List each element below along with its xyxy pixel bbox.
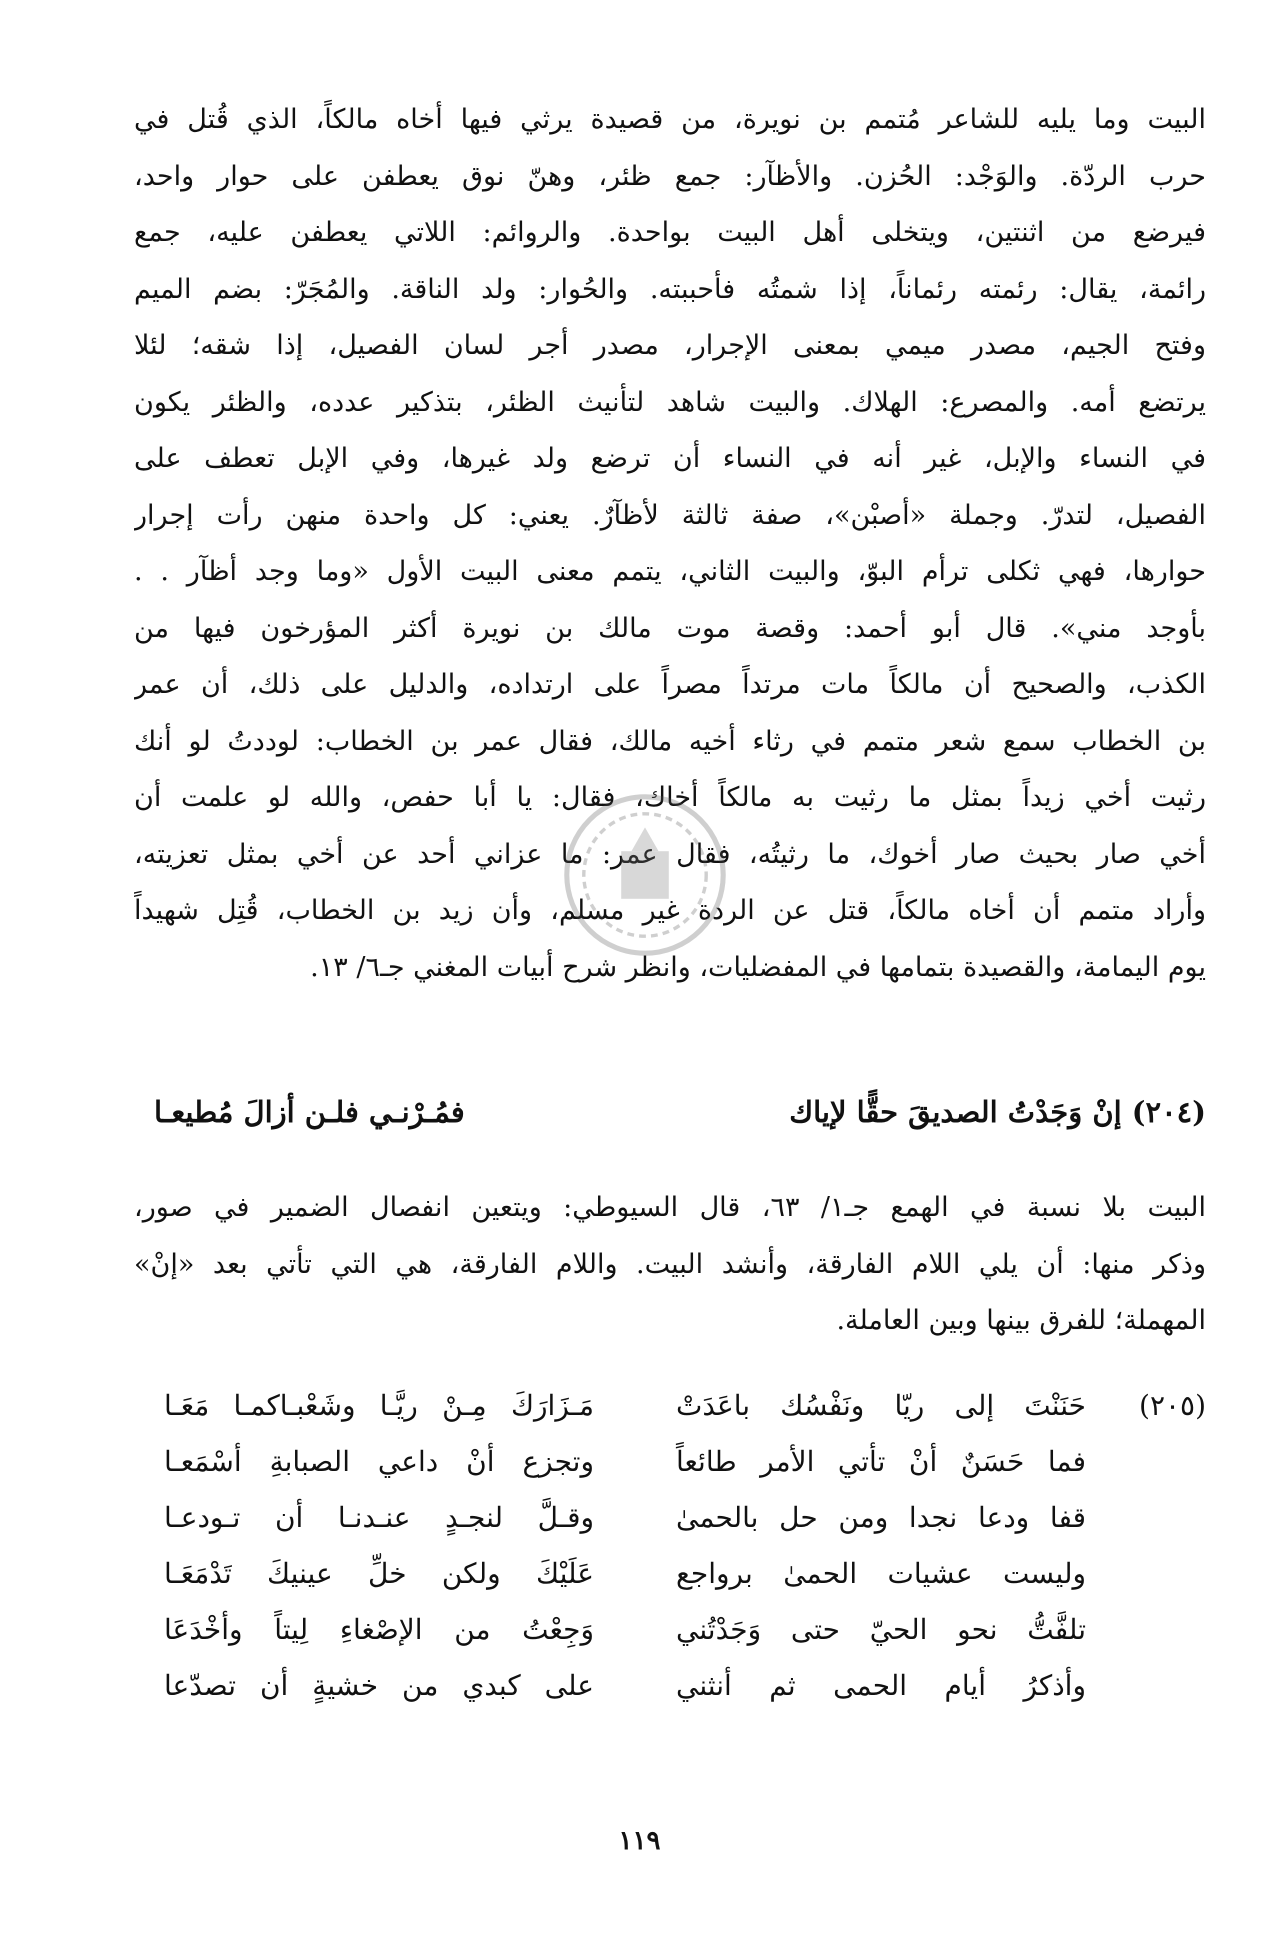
poem-first-hemistich: حَنَنْتَ إلى ريّا ونَفْسُك باعَدَتْ (676, 1389, 1086, 1422)
poem-first-hemistich: وليست عشيات الحمىٰ برواجع (676, 1557, 1086, 1590)
poem-line (134, 1490, 1206, 1546)
text-line: حوارها، فهي ثكلى ترأم البوّ، والبيت الثاني، يتمم معنى البيت الأول «وما وجد أظآر . . (134, 556, 1206, 587)
poem-second-hemistich: عَلَيْكَ ولكن خلِّ عينيكَ تَدْمَعَـا (164, 1557, 594, 1590)
text-line: في النساء والإبل، غير أنه في النساء أن ترضع ولد غيرها، وفي الإبل تعطف على (134, 443, 1206, 474)
poem-second-hemistich: مَـزَارَكَ مِـنْ ريَّـا وشَعْبـاكمـا مَعَـا (164, 1389, 594, 1422)
page-number: ١١٩ (618, 1826, 661, 1856)
poem-second-hemistich: وَجِعْتُ من الإصْغاءِ لِيتاً وأخْدَعَا (164, 1613, 594, 1646)
text-line: بن الخطاب سمع شعر متمم في رثاء أخيه مالك، فقال عمر بن الخطاب: لوددتُ لو أنك (134, 725, 1206, 757)
commentary-paragraph-2 (134, 1180, 1206, 1350)
text-line: رائمة، يقال: رئمته رئماناً، إذا شمتُه فأحببته. والحُوار: ولد الناقة. والمُجَرّ: بضم الميم (134, 273, 1206, 305)
text-line: الفصيل، لتدرّ. وجملة «أصبْن»، صفة ثالثة لأظآرٌ. يعني: كل واحدة منهن رأت إجرار (134, 499, 1206, 531)
text-line: أخي صار بحيث صار أخوك، ما رثيتُه، فقال عمر: ما عزاني أحد عن أخي بمثل تعزيته، (134, 838, 1206, 870)
text-line: وفتح الجيم، مصدر ميمي بمعنى الإجرار، مصدر أجر لسان الفصيل، إذا شقه؛ لئلا (134, 330, 1206, 361)
text-line: يوم اليمامة، والقصيدة بتمامها في المفضليات، وانظر شرح أبيات المغني جـ٦/ ١٣. (310, 951, 1206, 983)
text-line: وأراد متمم أن أخاه مالكاً، قتل عن الردة غير مسلم، وأن زيد بن الخطاب، قُتِل شهيداً (134, 895, 1206, 926)
poem-first-hemistich: قفا ودعا نجدا ومن حل بالحمىٰ (676, 1501, 1086, 1534)
poem-first-hemistich: فما حَسَنٌ أنْ تأتي الأمر طائعاً (676, 1445, 1086, 1478)
text-line: رثيت أخي زيداً بمثل ما رثيت به مالكاً أخاك، فقال: يا أبا حفص، والله لو علمت أن (134, 782, 1206, 813)
text-line: الكذب، والصحيح أن مالكاً مات مرتداً مصراً على ارتداده، والدليل على ذلك، أن عمر (134, 669, 1206, 700)
verse-204 (134, 1082, 1206, 1142)
verse-hemistich-text: إنْ وَجَدْتُ الصديقَ حقًّا لإياك (789, 1095, 1122, 1129)
poem-line (134, 1434, 1206, 1490)
library-seal-watermark (560, 790, 730, 960)
poem-first-hemistich: تلفَّتُّ نحو الحيّ حتى وَجَدْتُني (676, 1613, 1086, 1646)
text-line: البيت وما يليه للشاعر مُتمم بن نويرة، من قصيدة يرثي فيها أخاه مالكاً، الذي قُتل في (134, 104, 1206, 135)
text-line: بأوجد مني». قال أبو أحمد: وقصة موت مالك بن نويرة أكثر المؤرخون فيها من (134, 612, 1206, 644)
text-line: وذكر منها: أن يلي اللام الفارقة، وأنشد البيت. واللام الفارقة، هي التي تأتي بعد «إنْ» (134, 1248, 1206, 1280)
text-line: فيرضع من اثنتين، ويتخلى أهل البيت بواحدة. والروائم: اللاتي يعطفن عليه، جمع (134, 217, 1206, 248)
text-line: حرب الردّة. والوَجْد: الحُزن. والأظآر: جمع ظئر، وهنّ نوق يعطفن على حوار واحد، (134, 160, 1206, 192)
text-line: يرتضع أمه. والمصرع: الهلاك. والبيت شاهد لتأنيث الظئر، بتذكير عدده، والظئر يكون (134, 386, 1206, 418)
poem-second-hemistich: وتجزع أنْ داعي الصبابةِ أسْمَعـا (164, 1445, 594, 1478)
poem-second-hemistich: على كبدي من خشيةٍ أن تصدّعا (164, 1669, 594, 1702)
poem-205 (134, 1378, 1206, 1714)
poem-line (134, 1602, 1206, 1658)
verse-number: (٢٠٥) (1139, 1389, 1206, 1422)
poem-first-hemistich: وأذكرُ أيام الحمى ثم أنثني (676, 1669, 1086, 1702)
poem-second-hemistich: وقـلَّ لنجـدٍ عنـدنـا أن تـودعـا (164, 1501, 594, 1534)
poem-line (134, 1546, 1206, 1602)
verse-second-hemistich: فمُـرْنـي فلـن أزالَ مُطيعـا (154, 1095, 465, 1129)
poem-line (134, 1658, 1206, 1714)
text-line: المهملة؛ للفرق بينها وبين العاملة. (836, 1305, 1206, 1336)
text-line: البيت بلا نسبة في الهمع جـ١/ ٦٣، قال السيوطي: ويتعين انفصال الضمير في صور، (134, 1192, 1206, 1223)
verse-number: (٢٠٤) (1131, 1095, 1206, 1129)
verse-first-hemistich (789, 1082, 1206, 1142)
poem-line (134, 1378, 1206, 1434)
